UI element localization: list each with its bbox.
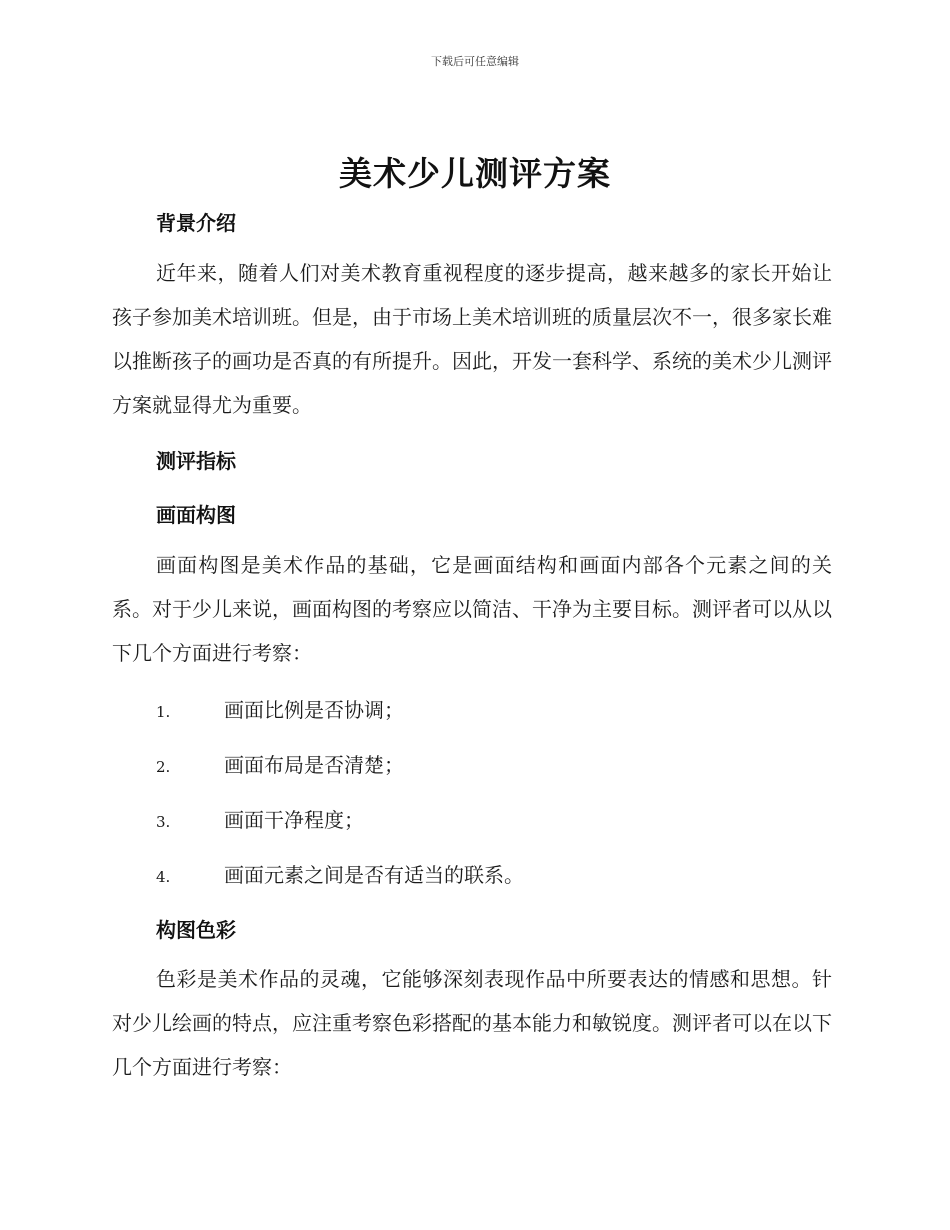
paragraph-background: 近年来，随着人们对美术教育重视程度的逐步提高，越来越多的家长开始让孩子参加美术培训班。但是，由于市场上美术培训班的质量层次不一，很多家长难以推断孩子的画功是否真的有所提升。因此，开发一套科学、系统的美术少儿测评方案就显得尤为重要。 [112, 261, 832, 417]
list-item [156, 694, 404, 723]
list-item-text: 画面布局是否清楚； [224, 753, 404, 777]
list-item-number: 3. [156, 813, 171, 831]
heading-composition: 画面构图 [156, 503, 236, 527]
list-item-number: 2. [156, 758, 171, 776]
heading-color: 构图色彩 [156, 918, 236, 942]
paragraph-color: 色彩是美术作品的灵魂，它能够深刻表现作品中所要表达的情感和思想。针对少儿绘画的特点，应注重考察色彩搭配的基本能力和敏锐度。测评者可以在以下几个方面进行考察： [112, 967, 832, 1079]
list-item [156, 749, 404, 778]
paragraph-composition: 画面构图是美术作品的基础，它是画面结构和画面内部各个元素之间的关系。对于少儿来说，画面构图的考察应以简洁、干净为主要目标。测评者可以从以下几个方面进行考察： [112, 553, 832, 665]
list-item [156, 804, 364, 833]
list-item-text: 画面元素之间是否有适当的联系。 [224, 863, 524, 887]
heading-background: 背景介绍 [156, 211, 236, 235]
list-item-text: 画面比例是否协调； [224, 698, 404, 722]
list-item-number: 1. [156, 703, 171, 721]
heading-indicators: 测评指标 [156, 449, 236, 473]
header-note: 下载后可任意编辑 [431, 55, 519, 68]
document-title: 美术少儿测评方案 [339, 154, 611, 193]
list-item-number: 4. [156, 868, 171, 886]
list-item-text: 画面干净程度； [224, 808, 364, 832]
list-item [156, 859, 524, 888]
